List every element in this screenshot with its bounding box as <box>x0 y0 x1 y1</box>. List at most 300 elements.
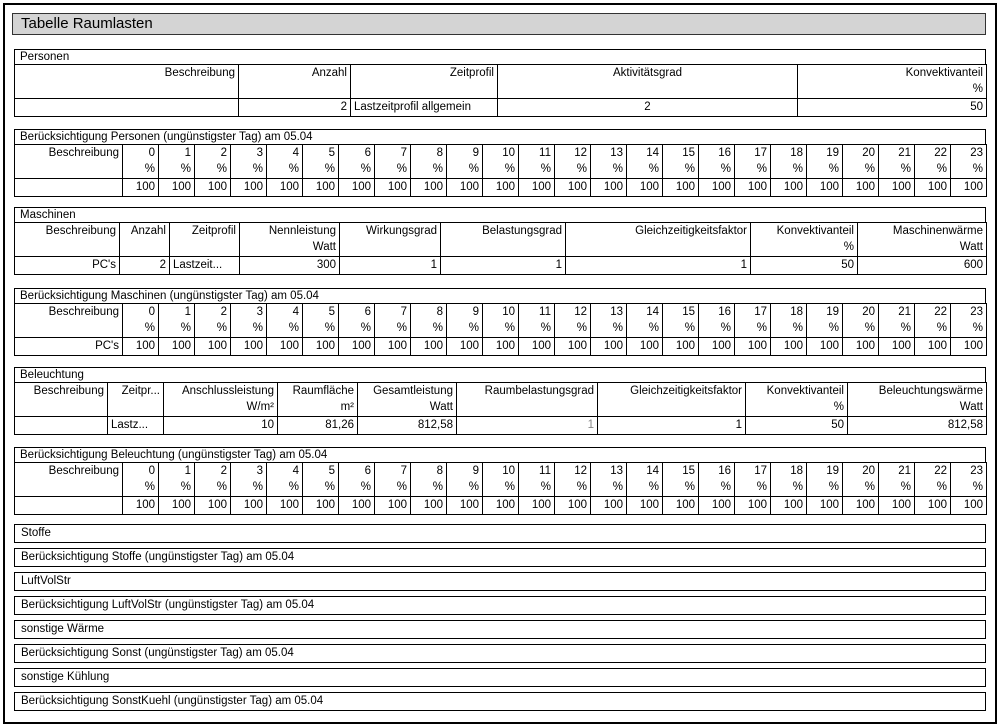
table-row <box>15 497 987 515</box>
hour-unit: % <box>591 162 627 179</box>
hour-unit: % <box>843 480 879 497</box>
hour-label: 12 <box>555 145 591 162</box>
hour-value: 100 <box>951 179 987 197</box>
hour-unit: % <box>699 321 735 338</box>
hour-value: 100 <box>519 497 555 515</box>
hour-label: 7 <box>375 463 411 480</box>
col-beleuchtungswaerme: Beleuchtungswärme <box>848 383 987 400</box>
hour-label: 14 <box>627 304 663 321</box>
hour-label: 15 <box>663 463 699 480</box>
hour-label: 14 <box>627 463 663 480</box>
hour-label: 10 <box>483 463 519 480</box>
hourly-table <box>14 462 987 515</box>
hour-unit: % <box>843 321 879 338</box>
cell-gleichzeitigkeitsfaktor: 1 <box>566 257 751 275</box>
hourly-table <box>14 144 987 197</box>
hour-label: 9 <box>447 145 483 162</box>
hour-value: 100 <box>411 497 447 515</box>
col-beschreibung: Beschreibung <box>15 383 108 400</box>
hour-value: 100 <box>807 338 843 356</box>
hour-unit: % <box>123 480 159 497</box>
cell-wirkungsgrad: 1 <box>340 257 441 275</box>
cell-anzahl: 2 <box>239 99 351 117</box>
hour-value: 100 <box>879 497 915 515</box>
hour-label: 7 <box>375 145 411 162</box>
hour-value: 100 <box>339 338 375 356</box>
hour-unit: % <box>411 321 447 338</box>
hour-unit: % <box>951 162 987 179</box>
hour-unit: % <box>519 162 555 179</box>
hourly-table <box>14 303 987 356</box>
hour-unit: % <box>555 321 591 338</box>
hour-label: 17 <box>735 304 771 321</box>
cell-beschreibung <box>15 417 108 435</box>
maschinen-hours-header: Berücksichtigung Maschinen (ungünstigster Tag) am 05.04 <box>14 288 986 303</box>
hour-value: 100 <box>447 338 483 356</box>
hour-value: 100 <box>483 338 519 356</box>
hour-unit: % <box>195 162 231 179</box>
hour-unit: % <box>735 162 771 179</box>
cell-anzahl: 2 <box>120 257 170 275</box>
hour-value: 100 <box>411 179 447 197</box>
hour-unit: % <box>159 480 195 497</box>
hour-label: 10 <box>483 145 519 162</box>
hour-unit: % <box>879 162 915 179</box>
hour-label: 14 <box>627 145 663 162</box>
hour-unit: % <box>555 480 591 497</box>
table-row <box>15 99 987 117</box>
hour-value: 100 <box>303 497 339 515</box>
hour-label: 12 <box>555 304 591 321</box>
hour-unit: % <box>519 480 555 497</box>
col-beschreibung: Beschreibung <box>15 65 239 82</box>
hour-value: 100 <box>591 338 627 356</box>
hour-value: 100 <box>951 338 987 356</box>
hour-value: 100 <box>123 497 159 515</box>
hour-value: 100 <box>123 338 159 356</box>
hour-label: 17 <box>735 145 771 162</box>
hour-value: 100 <box>231 179 267 197</box>
hour-unit: % <box>627 480 663 497</box>
hour-unit: % <box>339 162 375 179</box>
col-zeitprofil: Zeitprofil <box>351 65 498 82</box>
hour-label: 22 <box>915 145 951 162</box>
hour-unit: % <box>699 480 735 497</box>
hour-value: 100 <box>375 179 411 197</box>
hour-value: 100 <box>123 179 159 197</box>
hour-value: 100 <box>771 497 807 515</box>
hour-unit: % <box>771 321 807 338</box>
hour-label: 17 <box>735 463 771 480</box>
hour-unit: % <box>519 321 555 338</box>
col-nennleistung: Nennleistung <box>240 223 340 240</box>
sonstige-kuehlung-section-header: sonstige Kühlung <box>14 668 986 687</box>
col-gesamtleistung: Gesamtleistung <box>358 383 457 400</box>
hour-unit: % <box>951 480 987 497</box>
hour-value: 100 <box>735 179 771 197</box>
hour-unit: % <box>123 321 159 338</box>
hour-unit: % <box>807 321 843 338</box>
col-anzahl: Anzahl <box>120 223 170 240</box>
cell-zeitprofil: Lastzeitprofil allgemein <box>351 99 498 117</box>
personen-hours-header: Berücksichtigung Personen (ungünstigster Tag) am 05.04 <box>14 129 986 144</box>
hour-unit: % <box>735 480 771 497</box>
beleuchtung-hours-section <box>14 447 986 515</box>
stoffe-hours-header: Berücksichtigung Stoffe (ungünstigster Tag) am 05.04 <box>14 548 986 567</box>
hour-label: 9 <box>447 463 483 480</box>
hour-value: 100 <box>627 497 663 515</box>
hour-label: 1 <box>159 463 195 480</box>
hour-unit: % <box>591 480 627 497</box>
hour-label: 4 <box>267 463 303 480</box>
col-anschlussleistung: Anschlussleistung <box>164 383 278 400</box>
col-anzahl: Anzahl <box>239 65 351 82</box>
cell-belastungsgrad: 1 <box>441 257 566 275</box>
hour-value: 100 <box>555 497 591 515</box>
hour-value: 100 <box>879 338 915 356</box>
hour-unit: % <box>483 480 519 497</box>
hour-value: 100 <box>699 338 735 356</box>
col-raumflaeche: Raumfläche <box>278 383 358 400</box>
hour-unit: % <box>879 321 915 338</box>
hour-unit: % <box>627 321 663 338</box>
hour-label: 15 <box>663 304 699 321</box>
sonst-hours-header: Berücksichtigung Sonst (ungünstigster Tag) am 05.04 <box>14 644 986 663</box>
col-konvektivanteil: Konvektivanteil <box>751 223 858 240</box>
hour-label: 8 <box>411 145 447 162</box>
hour-label: 23 <box>951 304 987 321</box>
hour-label: 6 <box>339 304 375 321</box>
col-konvektivanteil: Konvektivanteil <box>798 65 987 82</box>
hour-unit: % <box>195 321 231 338</box>
cell-gleichzeitigkeitsfaktor: 1 <box>598 417 746 435</box>
hour-value: 100 <box>771 338 807 356</box>
hour-unit: % <box>447 480 483 497</box>
hour-value: 100 <box>591 179 627 197</box>
hour-unit: % <box>663 162 699 179</box>
hour-value: 100 <box>843 338 879 356</box>
hour-label: 3 <box>231 304 267 321</box>
empty-cell <box>15 321 123 338</box>
hour-unit: % <box>879 480 915 497</box>
hour-label: 1 <box>159 145 195 162</box>
hour-label: 10 <box>483 304 519 321</box>
hour-value: 100 <box>375 497 411 515</box>
hour-label: 6 <box>339 145 375 162</box>
cell-gesamtleistung: 812,58 <box>358 417 457 435</box>
hour-label: 2 <box>195 304 231 321</box>
hour-value: 100 <box>735 338 771 356</box>
hour-value: 100 <box>519 179 555 197</box>
hour-value: 100 <box>267 338 303 356</box>
luftvolstr-section-header: LuftVolStr <box>14 572 986 591</box>
hour-unit: % <box>375 480 411 497</box>
hour-value: 100 <box>411 338 447 356</box>
hour-value: 100 <box>951 497 987 515</box>
empty-cell <box>15 162 123 179</box>
hour-value: 100 <box>555 179 591 197</box>
hour-unit: % <box>159 321 195 338</box>
hour-value: 100 <box>627 179 663 197</box>
col-maschinenwaerme: Maschinenwärme <box>858 223 987 240</box>
hour-label: 3 <box>231 463 267 480</box>
hour-unit: % <box>915 321 951 338</box>
hour-label: 21 <box>879 145 915 162</box>
maschinen-hours-section <box>14 288 986 356</box>
hour-value: 100 <box>447 497 483 515</box>
hour-unit: % <box>447 162 483 179</box>
col-konvektivanteil: Konvektivanteil <box>746 383 848 400</box>
hour-value: 100 <box>267 497 303 515</box>
hour-unit: % <box>555 162 591 179</box>
hour-unit: % <box>375 162 411 179</box>
beleuchtung-section <box>14 367 986 435</box>
hour-value: 100 <box>915 338 951 356</box>
hour-label: 19 <box>807 304 843 321</box>
cell-raumbelastungsgrad: 1 <box>457 417 598 435</box>
hour-label: 1 <box>159 304 195 321</box>
hour-value: 100 <box>555 338 591 356</box>
hour-value: 100 <box>879 179 915 197</box>
personen-hours-section <box>14 129 986 197</box>
hour-value: 100 <box>483 497 519 515</box>
hour-value: 100 <box>915 179 951 197</box>
hour-label: 8 <box>411 304 447 321</box>
cell-aktivitaetsgrad: 2 <box>498 99 798 117</box>
hour-label: 13 <box>591 304 627 321</box>
hour-label: 20 <box>843 145 879 162</box>
cell-nennleistung: 300 <box>240 257 340 275</box>
hour-label: 21 <box>879 304 915 321</box>
unit-waerme: Watt <box>848 400 987 417</box>
maschinen-section <box>14 207 986 275</box>
hour-value: 100 <box>339 497 375 515</box>
hour-unit: % <box>807 480 843 497</box>
hour-value: 100 <box>843 179 879 197</box>
hour-value: 100 <box>231 338 267 356</box>
hour-unit: % <box>483 162 519 179</box>
hour-value: 100 <box>339 179 375 197</box>
hour-unit: % <box>591 321 627 338</box>
unit-konvektiv: % <box>746 400 848 417</box>
hour-label: 6 <box>339 463 375 480</box>
hour-value: 100 <box>699 179 735 197</box>
col-zeitprofil: Zeitpr... <box>108 383 164 400</box>
hour-label: 11 <box>519 463 555 480</box>
hour-unit: % <box>771 162 807 179</box>
unit-gesamt: Watt <box>358 400 457 417</box>
cell-zeitprofil: Lastz... <box>108 417 164 435</box>
row-label <box>15 179 123 197</box>
hour-value: 100 <box>915 497 951 515</box>
col-zeitprofil: Zeitprofil <box>170 223 240 240</box>
hour-value: 100 <box>195 338 231 356</box>
hour-label: 7 <box>375 304 411 321</box>
hour-value: 100 <box>807 179 843 197</box>
hour-value: 100 <box>735 497 771 515</box>
unit-anschluss: W/m² <box>164 400 278 417</box>
hour-label: 0 <box>123 304 159 321</box>
hour-label: 4 <box>267 304 303 321</box>
hour-value: 100 <box>195 179 231 197</box>
unit-flaeche: m² <box>278 400 358 417</box>
hour-label: 2 <box>195 145 231 162</box>
hour-label: 12 <box>555 463 591 480</box>
col-raumbelastungsgrad: Raumbelastungsgrad <box>457 383 598 400</box>
hour-label: 5 <box>303 145 339 162</box>
hour-unit: % <box>267 480 303 497</box>
cell-konvektivanteil: 50 <box>751 257 858 275</box>
hour-label: 2 <box>195 463 231 480</box>
personen-section <box>14 49 986 117</box>
hour-label: 11 <box>519 145 555 162</box>
beleuchtung-header: Beleuchtung <box>14 367 986 382</box>
hour-value: 100 <box>483 179 519 197</box>
col-gleichzeitigkeitsfaktor: Gleichzeitigkeitsfaktor <box>598 383 746 400</box>
maschinen-header: Maschinen <box>14 207 986 222</box>
unit-konvektiv: % <box>751 240 858 257</box>
hour-unit: % <box>339 321 375 338</box>
col-beschreibung: Beschreibung <box>15 304 123 321</box>
hour-value: 100 <box>699 497 735 515</box>
hour-unit: % <box>699 162 735 179</box>
col-beschreibung: Beschreibung <box>15 463 123 480</box>
hour-label: 23 <box>951 145 987 162</box>
col-aktivitaetsgrad: Aktivitätsgrad <box>498 65 798 82</box>
hour-label: 22 <box>915 304 951 321</box>
hour-value: 100 <box>771 179 807 197</box>
col-gleichzeitigkeitsfaktor: Gleichzeitigkeitsfaktor <box>566 223 751 240</box>
hour-label: 15 <box>663 145 699 162</box>
hour-value: 100 <box>303 179 339 197</box>
sonstkuehl-hours-header: Berücksichtigung SonstKuehl (ungünstigster Tag) am 05.04 <box>14 692 986 711</box>
table-row <box>15 257 987 275</box>
hour-label: 0 <box>123 463 159 480</box>
hour-label: 13 <box>591 463 627 480</box>
cell-anschlussleistung: 10 <box>164 417 278 435</box>
unit-konvektiv: % <box>798 82 987 99</box>
hour-label: 9 <box>447 304 483 321</box>
hour-label: 20 <box>843 304 879 321</box>
hour-unit: % <box>663 321 699 338</box>
hour-label: 19 <box>807 463 843 480</box>
hour-unit: % <box>915 162 951 179</box>
hour-label: 5 <box>303 463 339 480</box>
hour-label: 22 <box>915 463 951 480</box>
hour-value: 100 <box>267 179 303 197</box>
cell-beschreibung: PC's <box>15 257 120 275</box>
hour-label: 23 <box>951 463 987 480</box>
unit-nennleistung: Watt <box>240 240 340 257</box>
hour-unit: % <box>915 480 951 497</box>
cell-zeitprofil: Lastzeit... <box>170 257 240 275</box>
table-row <box>15 417 987 435</box>
hour-unit: % <box>231 480 267 497</box>
hour-unit: % <box>303 480 339 497</box>
table-row <box>15 179 987 197</box>
hour-label: 4 <box>267 145 303 162</box>
maschinen-table <box>14 222 987 275</box>
hour-unit: % <box>483 321 519 338</box>
cell-raumflaeche: 81,26 <box>278 417 358 435</box>
hour-label: 19 <box>807 145 843 162</box>
hour-unit: % <box>627 162 663 179</box>
hour-unit: % <box>195 480 231 497</box>
col-beschreibung: Beschreibung <box>15 145 123 162</box>
hour-unit: % <box>843 162 879 179</box>
hour-unit: % <box>663 480 699 497</box>
hour-unit: % <box>771 480 807 497</box>
stoffe-section-header: Stoffe <box>14 524 986 543</box>
hour-unit: % <box>267 162 303 179</box>
hour-unit: % <box>231 162 267 179</box>
hour-value: 100 <box>663 338 699 356</box>
table-row <box>15 338 987 356</box>
beleuchtung-hours-header: Berücksichtigung Beleuchtung (ungünstigster Tag) am 05.04 <box>14 447 986 462</box>
hour-unit: % <box>375 321 411 338</box>
hour-label: 18 <box>771 304 807 321</box>
hour-label: 0 <box>123 145 159 162</box>
hour-label: 16 <box>699 145 735 162</box>
cell-beleuchtungswaerme: 812,58 <box>848 417 987 435</box>
unit-waerme: Watt <box>858 240 987 257</box>
hour-value: 100 <box>591 497 627 515</box>
hour-label: 3 <box>231 145 267 162</box>
hour-label: 16 <box>699 463 735 480</box>
hour-unit: % <box>303 321 339 338</box>
hour-unit: % <box>807 162 843 179</box>
hour-label: 13 <box>591 145 627 162</box>
cell-beschreibung <box>15 99 239 117</box>
hour-value: 100 <box>663 179 699 197</box>
hour-label: 20 <box>843 463 879 480</box>
hour-value: 100 <box>159 179 195 197</box>
hour-label: 11 <box>519 304 555 321</box>
hour-unit: % <box>339 480 375 497</box>
hour-value: 100 <box>447 179 483 197</box>
hour-unit: % <box>303 162 339 179</box>
hour-unit: % <box>231 321 267 338</box>
col-wirkungsgrad: Wirkungsgrad <box>340 223 441 240</box>
hour-label: 18 <box>771 145 807 162</box>
hour-value: 100 <box>807 497 843 515</box>
hour-unit: % <box>411 162 447 179</box>
hour-value: 100 <box>519 338 555 356</box>
hour-unit: % <box>159 162 195 179</box>
page-title: Tabelle Raumlasten <box>12 13 986 35</box>
beleuchtung-table <box>14 382 987 435</box>
hour-value: 100 <box>231 497 267 515</box>
hour-unit: % <box>267 321 303 338</box>
col-beschreibung: Beschreibung <box>15 223 120 240</box>
hour-value: 100 <box>159 338 195 356</box>
hour-value: 100 <box>663 497 699 515</box>
hour-label: 21 <box>879 463 915 480</box>
col-belastungsgrad: Belastungsgrad <box>441 223 566 240</box>
hour-label: 16 <box>699 304 735 321</box>
hour-unit: % <box>411 480 447 497</box>
cell-maschinenwaerme: 600 <box>858 257 987 275</box>
hour-unit: % <box>123 162 159 179</box>
hour-unit: % <box>447 321 483 338</box>
hour-value: 100 <box>627 338 663 356</box>
personen-table <box>14 64 987 117</box>
hour-label: 5 <box>303 304 339 321</box>
hour-value: 100 <box>375 338 411 356</box>
luftvolstr-hours-header: Berücksichtigung LuftVolStr (ungünstigster Tag) am 05.04 <box>14 596 986 615</box>
hour-unit: % <box>951 321 987 338</box>
row-label: PC's <box>15 338 123 356</box>
